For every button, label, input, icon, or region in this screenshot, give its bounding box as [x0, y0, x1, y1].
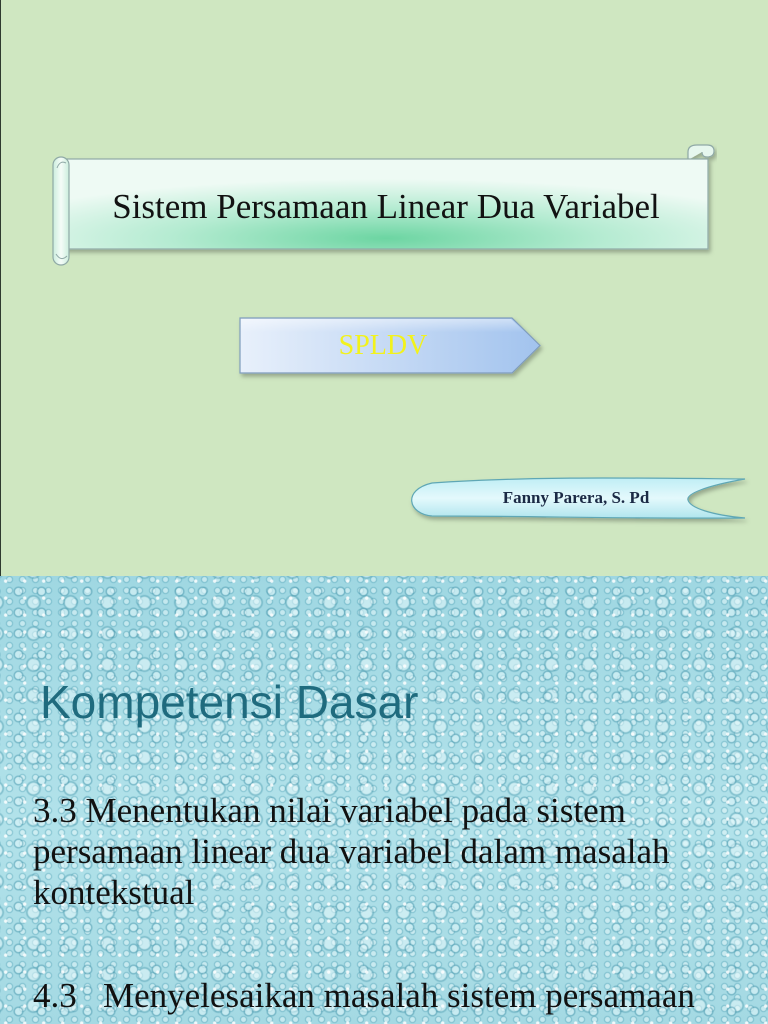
slide-heading: Kompetensi Dasar [40, 676, 419, 728]
competency-item [33, 790, 670, 913]
presentation-title: Sistem Persamaan Linear Dua Variabel [112, 187, 660, 226]
competency-item [33, 975, 695, 1016]
competency-line: kontekstual [33, 873, 195, 912]
competency-line: 4.3 Menyelesaikan masalah sistem persamaan [33, 976, 695, 1015]
kompetensi-dasar-slide [0, 576, 768, 1024]
competency-line: 3.3 Menentukan nilai variabel pada sistem [33, 791, 626, 830]
author-name: Fanny Parera, S. Pd [502, 488, 650, 507]
spldv-label: SPLDV [338, 329, 428, 361]
competency-line: persamaan linear dua variabel dalam masalah [33, 832, 670, 871]
